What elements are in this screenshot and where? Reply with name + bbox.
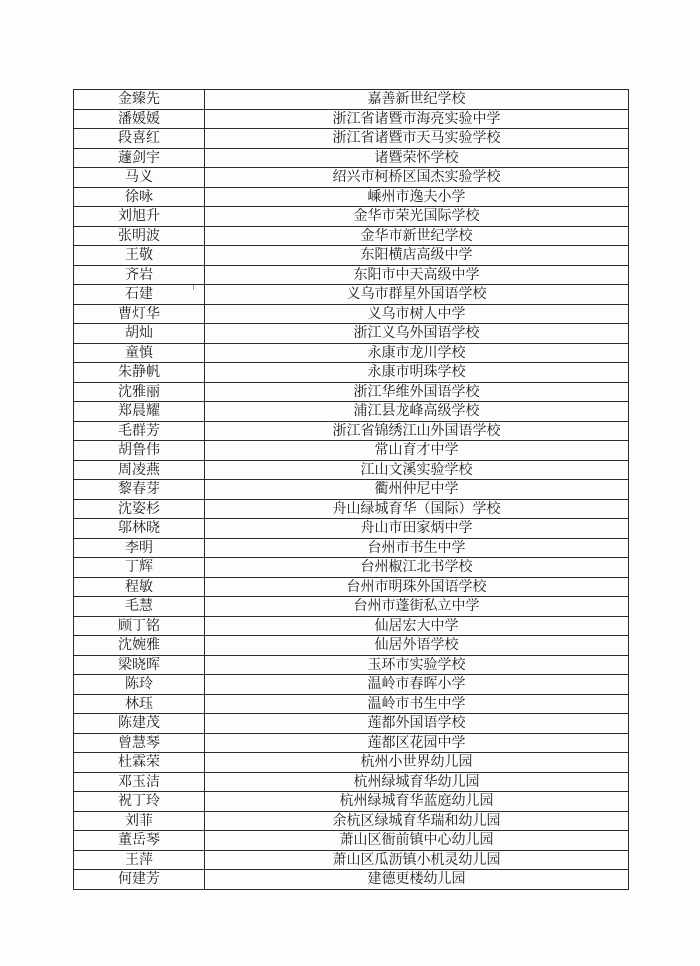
school-name-cell: 嵊州市逸夫小学 bbox=[205, 187, 629, 207]
teacher-name-cell: 陈建茂 bbox=[74, 714, 205, 734]
teacher-name-cell: 程敏 bbox=[74, 577, 205, 597]
school-name-cell: 金华市荣光国际学校 bbox=[205, 207, 629, 227]
school-name-cell: 东阳横店高级中学 bbox=[205, 246, 629, 266]
table-row bbox=[74, 324, 629, 344]
teacher-name-cell: 邬林晓 bbox=[74, 519, 205, 539]
table-row bbox=[74, 265, 629, 285]
teacher-name-cell: 刘旭升 bbox=[74, 207, 205, 227]
school-name-cell: 江山文溪实验学校 bbox=[205, 460, 629, 480]
table-row bbox=[74, 597, 629, 617]
school-name-cell: 舟山绿城育华（国际）学校 bbox=[205, 499, 629, 519]
teacher-name-cell: 梁晓晖 bbox=[74, 655, 205, 675]
teacher-name-cell: 郑晨耀 bbox=[74, 402, 205, 422]
table-row bbox=[74, 207, 629, 227]
school-name-cell: 东阳市中天高级中学 bbox=[205, 265, 629, 285]
table-row bbox=[74, 831, 629, 851]
school-name-cell: 温岭市春晖小学 bbox=[205, 675, 629, 695]
table-row bbox=[74, 168, 629, 188]
table-row bbox=[74, 792, 629, 812]
teacher-name-cell: 祝丁玲 bbox=[74, 792, 205, 812]
school-name-cell: 杭州绿城育华幼儿园 bbox=[205, 772, 629, 792]
school-name-cell: 义乌市树人中学 bbox=[205, 304, 629, 324]
table-row bbox=[74, 187, 629, 207]
table-row bbox=[74, 499, 629, 519]
school-name-cell: 诸暨荣怀学校 bbox=[205, 148, 629, 168]
teacher-name-cell: 黎春芽 bbox=[74, 480, 205, 500]
teacher-name-cell: 曾慧琴 bbox=[74, 733, 205, 753]
teacher-name-cell: 何建芳 bbox=[74, 870, 205, 890]
school-name-cell: 莲都区花园中学 bbox=[205, 733, 629, 753]
teacher-name-cell: 胡鲁伟 bbox=[74, 441, 205, 461]
teacher-name-cell: 顾丁铭 bbox=[74, 616, 205, 636]
table-row bbox=[74, 109, 629, 129]
teacher-name-cell: 刘菲 bbox=[74, 811, 205, 831]
school-name-cell: 金华市新世纪学校 bbox=[205, 226, 629, 246]
table-row bbox=[74, 519, 629, 539]
table-row bbox=[74, 304, 629, 324]
table-row bbox=[74, 285, 629, 305]
school-name-cell: 萧山区瓜沥镇小机灵幼儿园 bbox=[205, 850, 629, 870]
school-name-cell: 永康市龙川学校 bbox=[205, 343, 629, 363]
school-name-cell: 衢州仲尼中学 bbox=[205, 480, 629, 500]
teacher-name-cell: 林珏 bbox=[74, 694, 205, 714]
school-name-cell: 浦江县龙峰高级学校 bbox=[205, 402, 629, 422]
teacher-name-cell: 朱静帆 bbox=[74, 363, 205, 383]
teacher-name-cell: 沈姿杉 bbox=[74, 499, 205, 519]
table-row bbox=[74, 148, 629, 168]
school-name-cell: 杭州小世界幼儿园 bbox=[205, 753, 629, 773]
school-name-cell: 舟山市田家炳中学 bbox=[205, 519, 629, 539]
teacher-name-cell: 董岳琴 bbox=[74, 831, 205, 851]
school-name-cell: 仙居宏大中学 bbox=[205, 616, 629, 636]
school-name-cell: 台州市明珠外国语学校 bbox=[205, 577, 629, 597]
school-name-cell: 台州市蓬街私立中学 bbox=[205, 597, 629, 617]
teacher-name-cell: 毛慧 bbox=[74, 597, 205, 617]
table-row bbox=[74, 636, 629, 656]
table-row bbox=[74, 655, 629, 675]
teacher-name-cell: 徐咏 bbox=[74, 187, 205, 207]
teacher-name-cell: 石建 bbox=[74, 285, 205, 305]
table-row bbox=[74, 870, 629, 890]
teacher-name-cell: 段喜红 bbox=[74, 129, 205, 149]
teacher-name-cell: 潘媛媛 bbox=[74, 109, 205, 129]
teacher-name-cell: 蘧剑宇 bbox=[74, 148, 205, 168]
table-row bbox=[74, 714, 629, 734]
table-row bbox=[74, 129, 629, 149]
teacher-name-cell: 马义 bbox=[74, 168, 205, 188]
teacher-name-cell: 王敬 bbox=[74, 246, 205, 266]
table-row bbox=[74, 246, 629, 266]
teacher-name-cell: 杜霖荣 bbox=[74, 753, 205, 773]
teacher-name-cell: 沈婉雅 bbox=[74, 636, 205, 656]
teacher-name-cell: 陈玲 bbox=[74, 675, 205, 695]
teacher-name-cell: 金臻先 bbox=[74, 90, 205, 110]
teacher-name-cell: 沈雅丽 bbox=[74, 382, 205, 402]
school-name-cell: 永康市明珠学校 bbox=[205, 363, 629, 383]
table-row bbox=[74, 90, 629, 110]
table-row bbox=[74, 577, 629, 597]
table-row bbox=[74, 343, 629, 363]
school-name-cell: 浙江华维外国语学校 bbox=[205, 382, 629, 402]
school-name-cell: 台州椒江北书学校 bbox=[205, 558, 629, 578]
school-name-cell: 温岭市书生中学 bbox=[205, 694, 629, 714]
scan-mark bbox=[193, 285, 194, 290]
teacher-name-cell: 王萍 bbox=[74, 850, 205, 870]
table-row bbox=[74, 460, 629, 480]
school-name-cell: 台州市书生中学 bbox=[205, 538, 629, 558]
table-row bbox=[74, 811, 629, 831]
school-name-cell: 常山育才中学 bbox=[205, 441, 629, 461]
teacher-name-cell: 曹灯华 bbox=[74, 304, 205, 324]
table-row bbox=[74, 850, 629, 870]
roster-table bbox=[73, 89, 629, 890]
table-row bbox=[74, 753, 629, 773]
table-row bbox=[74, 421, 629, 441]
school-name-cell: 嘉善新世纪学校 bbox=[205, 90, 629, 110]
school-name-cell: 杭州绿城育华蓝庭幼儿园 bbox=[205, 792, 629, 812]
teacher-name-cell: 丁辉 bbox=[74, 558, 205, 578]
school-name-cell: 建德更楼幼儿园 bbox=[205, 870, 629, 890]
school-name-cell: 莲都外国语学校 bbox=[205, 714, 629, 734]
teacher-name-cell: 邓玉洁 bbox=[74, 772, 205, 792]
school-name-cell: 仙居外语学校 bbox=[205, 636, 629, 656]
table-row bbox=[74, 226, 629, 246]
teacher-name-cell: 胡灿 bbox=[74, 324, 205, 344]
school-name-cell: 义乌市群星外国语学校 bbox=[205, 285, 629, 305]
school-name-cell: 浙江省诸暨市天马实验学校 bbox=[205, 129, 629, 149]
teacher-name-cell: 童慎 bbox=[74, 343, 205, 363]
table-row bbox=[74, 538, 629, 558]
teacher-name-cell: 张明波 bbox=[74, 226, 205, 246]
school-name-cell: 余杭区绿城育华瑞和幼儿园 bbox=[205, 811, 629, 831]
school-name-cell: 玉环市实验学校 bbox=[205, 655, 629, 675]
school-name-cell: 浙江省诸暨市海亮实验中学 bbox=[205, 109, 629, 129]
table-row bbox=[74, 363, 629, 383]
table-row bbox=[74, 558, 629, 578]
table-row bbox=[74, 480, 629, 500]
table-row bbox=[74, 694, 629, 714]
teacher-name-cell: 齐岩 bbox=[74, 265, 205, 285]
table-row bbox=[74, 616, 629, 636]
school-name-cell: 绍兴市柯桥区国杰实验学校 bbox=[205, 168, 629, 188]
table-row bbox=[74, 441, 629, 461]
table-row bbox=[74, 733, 629, 753]
school-name-cell: 浙江义乌外国语学校 bbox=[205, 324, 629, 344]
table-row bbox=[74, 382, 629, 402]
table-row bbox=[74, 675, 629, 695]
teacher-name-cell: 毛群芳 bbox=[74, 421, 205, 441]
roster-table-body bbox=[74, 90, 629, 890]
school-name-cell: 萧山区衙前镇中心幼儿园 bbox=[205, 831, 629, 851]
table-row bbox=[74, 772, 629, 792]
table-row bbox=[74, 402, 629, 422]
school-name-cell: 浙江省锦绣江山外国语学校 bbox=[205, 421, 629, 441]
teacher-name-cell: 周凌燕 bbox=[74, 460, 205, 480]
teacher-name-cell: 李明 bbox=[74, 538, 205, 558]
